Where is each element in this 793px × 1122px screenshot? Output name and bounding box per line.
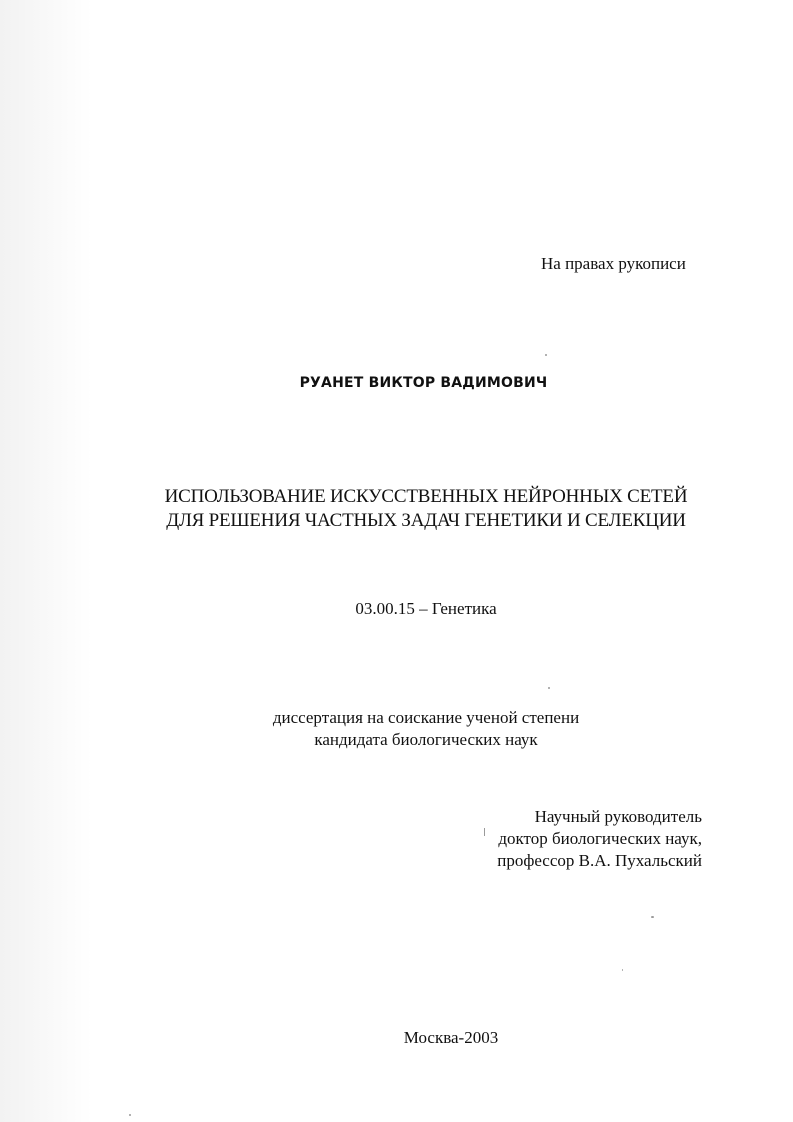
supervisor-heading: Научный руководитель xyxy=(534,807,702,826)
supervisor-degree: доктор биологических наук, xyxy=(498,829,702,848)
scan-speck xyxy=(548,687,550,689)
scan-speck xyxy=(484,828,485,836)
scan-shadow xyxy=(0,0,92,1122)
author-name: РУАНЕТ ВИКТОР ВАДИМОВИЧ xyxy=(299,375,548,391)
scan-speck xyxy=(129,1114,131,1116)
thesis-title-line-2: ДЛЯ РЕШЕНИЯ ЧАСТНЫХ ЗАДАЧ ГЕНЕТИКИ И СЕЛЕКЦИИ xyxy=(166,510,686,531)
scan-speck xyxy=(651,916,654,918)
thesis-title-line-1: ИСПОЛЬЗОВАНИЕ ИСКУССТВЕННЫХ НЕЙРОННЫХ СЕТЕЙ xyxy=(164,486,688,507)
scan-speck xyxy=(622,969,623,971)
city-year: Москва-2003 xyxy=(403,1028,499,1047)
degree-line-2: кандидата биологических наук xyxy=(314,730,538,749)
degree-line-1: диссертация на соискание ученой степени xyxy=(272,708,580,727)
manuscript-rights-note: На правах рукописи xyxy=(541,254,686,273)
scan-speck xyxy=(545,354,547,356)
specialty-code: 03.00.15 – Генетика xyxy=(355,599,497,618)
supervisor-name: профессор В.А. Пухальский xyxy=(497,851,702,870)
